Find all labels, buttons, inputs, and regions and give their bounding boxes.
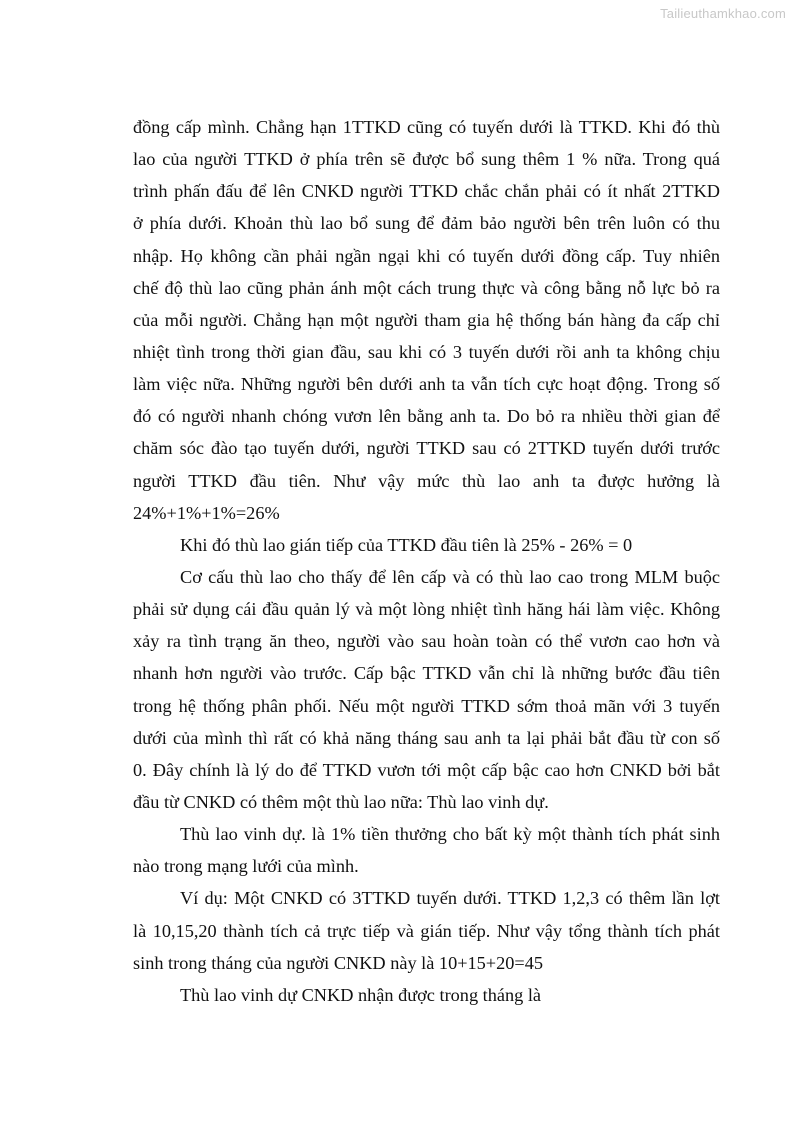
text-line: nhập. Họ không cần phải ngần ngại khi có tuyến dưới đồng cấp. Tuy nhiên bbox=[133, 245, 720, 266]
text-line: Thù lao vinh dự CNKD nhận được trong tháng là bbox=[180, 984, 542, 1005]
text-line: làm việc nữa. Những người bên dưới anh ta vẫn tích cực hoạt động. Trong số bbox=[133, 374, 720, 395]
text-line: đó có người nhanh chóng vươn lên bằng anh ta. Do bỏ ra nhiều thời gian để bbox=[133, 406, 720, 427]
text-line: Khi đó thù lao gián tiếp của TTKD đầu tiên là 25% - 26% = 0 bbox=[180, 534, 633, 555]
text-line: lao của người TTKD ở phía trên sẽ được bổ sung thêm 1 % nữa. Trong quá bbox=[133, 149, 720, 170]
text-line: Thù lao vinh dự. là 1% tiền thưởng cho bất kỳ một thành tích phát sinh bbox=[180, 824, 720, 845]
text-line: nhanh hơn người vào trước. Cấp bậc TTKD vẫn chỉ là những bước đầu tiên bbox=[133, 663, 720, 684]
paragraph bbox=[133, 979, 720, 1011]
text-line: trong hệ thống phân phối. Nếu một người TTKD sớm thoả mãn với 3 tuyến bbox=[133, 695, 720, 716]
paragraph bbox=[133, 529, 720, 561]
text-line: đồng cấp mình. Chẳng hạn 1TTKD cũng có tuyến dưới là TTKD. Khi đó thù bbox=[133, 117, 720, 137]
text-line: 24%+1%+1%=26% bbox=[133, 502, 280, 523]
text-line: nhiệt tình trong thời gian đầu, sau khi có 3 tuyến dưới rồi anh ta không chịu bbox=[133, 341, 720, 362]
text-line: trình phấn đấu để lên CNKD người TTKD chắc chắn phải có ít nhất 2TTKD bbox=[133, 181, 720, 202]
paragraph bbox=[133, 561, 720, 818]
text-line: xảy ra tình trạng ăn theo, người vào sau hoàn toàn có thể vươn cao hơn và bbox=[133, 631, 720, 652]
text-line: ở phía dưới. Khoản thù lao bổ sung để đảm bảo người bên trên luôn có thu bbox=[133, 213, 720, 234]
text-line: dưới của mình thì rất có khả năng tháng sau anh ta lại phải bắt đầu từ con số bbox=[133, 727, 720, 748]
document-body bbox=[133, 111, 720, 1011]
text-line: Ví dụ: Một CNKD có 3TTKD tuyến dưới. TTKD 1,2,3 có thêm lần lợt bbox=[180, 888, 720, 909]
text-line: người TTKD đầu tiên. Như vậy mức thù lao anh ta được hưởng là bbox=[133, 470, 720, 491]
paragraph bbox=[133, 111, 720, 529]
paragraph bbox=[133, 882, 720, 978]
text-line: sinh trong tháng của người CNKD này là 10+15+20=45 bbox=[133, 952, 543, 973]
text-line: chăm sóc đào tạo tuyến dưới, người TTKD sau có 2TTKD tuyến dưới trước bbox=[133, 438, 720, 459]
text-line: Cơ cấu thù lao cho thấy để lên cấp và có thù lao cao trong MLM buộc bbox=[180, 566, 720, 587]
text-line: là 10,15,20 thành tích cả trực tiếp và gián tiếp. Như vậy tổng thành tích phát bbox=[133, 920, 720, 941]
paragraph bbox=[133, 818, 720, 882]
text-line: 0. Đây chính là lý do để TTKD vươn tới một cấp bậc cao hơn CNKD bởi bắt bbox=[133, 759, 720, 780]
text-line: của mỗi người. Chẳng hạn một người tham gia hệ thống bán hàng đa cấp chỉ bbox=[133, 309, 720, 330]
text-line: phải sử dụng cái đầu quản lý và một lòng nhiệt tình hăng hái làm việc. Không bbox=[133, 599, 720, 620]
watermark: Tailieuthamkhao.com bbox=[660, 6, 786, 21]
text-line: đầu từ CNKD có thêm một thù lao nữa: Thù lao vinh dự. bbox=[133, 791, 549, 812]
text-line: nào trong mạng lưới của mình. bbox=[133, 856, 359, 877]
text-line: chế độ thù lao cũng phản ánh một cách trung thực và công bằng nỗ lực bỏ ra bbox=[133, 277, 720, 298]
